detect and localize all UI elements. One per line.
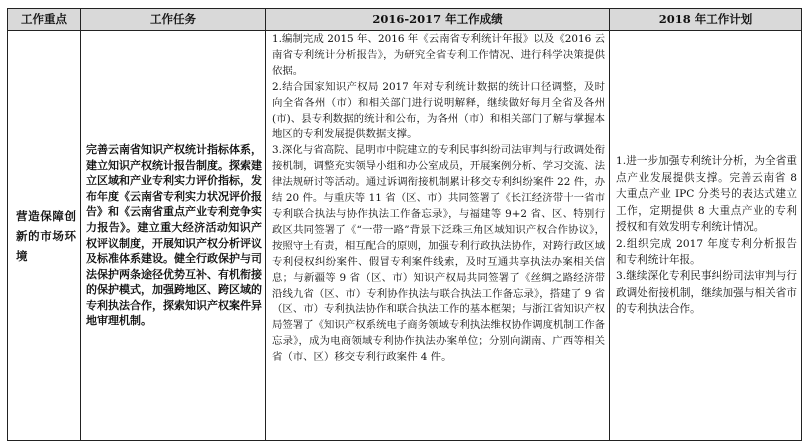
header-plan: 2018 年工作计划 [610,9,802,31]
header-results: 2016-2017 年工作成绩 [266,9,610,31]
table-row [8,31,802,441]
cell-plan [610,31,802,441]
result-item-2: 2.结合国家知识产权局 2017 年对专利统计数据的统计口径调整，及时向全省各州（市）和相关部门进行说明解释，继续做好每月全省及各州(市)、县专利数据的统计和公布，为各州（市）和相关部门了解与掌握本地区的专利发展提供数据支撑。 [272,80,605,141]
result-item-3: 3.深化与省高院、昆明市中院建立的专利民事纠纷司法审判与行政调处衔接机制，调整充实领导小组和办公室成员，开展案例分析、学习交流、法律法规研讨等活动。通过诉调衔接机制累计移交专利纠纷案件 22 件，办结 20 件。与重庆等 11 省（区、市）共同签署了《长江经济带十一省市专利联合执法与协作执法工作备忘录》，与福建等 9+2 省、区、特别行政区共同签署了《“一带一路”背景下泛珠三角区域知识产权合作协议》，按照守土有责，相互配合的原则，加强专利行政执法协作，对跨行政区域专利侵权纠纷案件、假冒专利案件线索，及时互通共享执法办案相关信息；与新疆等 9 省（区、市）知识产权局共同签署了《丝绸之路经济带沿线九省（区、市）专利协作执法与联合执法工作备忘录》，搭建了 9 省（区、市）专利执法协作和联合执法工作的基本框架；与浙江省知识产权局签署了《知识产权系统电子商务领域专利执法维权协作调度机制工作备忘录》，成为电商领域专利协作执法办案单位；分别向湖南、广西等相关省（市、区）移交专利行政案件 4 件。 [272,144,605,364]
cell-tasks: 完善云南省知识产权统计指标体系，建立知识产权统计报告制度。探索建立区域和产业专利实力评价指标，发布年度《云南省专利实力状况评价报告》和《云南省重点产业专利竞争实力报告》。建立重大经济活动知识产权评议制度，开展知识产权分析评议及标准体系建设。健全行政保护与司法保护两条途径优势互补、有机衔接的保护模式，加强跨地区、跨区域的专利执法合作，探索知识产权案件异地审理机制。 [81,31,266,441]
plan-item-2: 2.组织完成 2017 年度专利分析报告和专利统计年报。 [616,237,797,266]
header-row [8,9,802,31]
cell-results [266,31,610,441]
header-focus: 工作重点 [8,9,81,31]
plan-item-1: 1.进一步加强专利统计分析，为全省重点产业发展提供支撑。完善云南省 8 大重点产业 IPC 分类号的表达式建立工作，定期提供 8 大重点产业的专利授权和有效发明专利统计情况。 [616,155,797,234]
work-plan-table [7,8,802,441]
plan-item-3: 3.继续深化专利民事纠纷司法审判与行政调处衔接机制，继续加强与相关省市的专利执法合作。 [616,270,797,316]
cell-focus: 营造保障创新的市场环境 [8,31,81,441]
header-tasks: 工作任务 [81,9,266,31]
result-item-1: 1.编制完成 2015 年、2016 年《云南省专利统计年报》以及《2016 云南省专利统计分析报告》，为研究全省专利工作情况、进行科学决策提供依据。 [272,33,605,77]
